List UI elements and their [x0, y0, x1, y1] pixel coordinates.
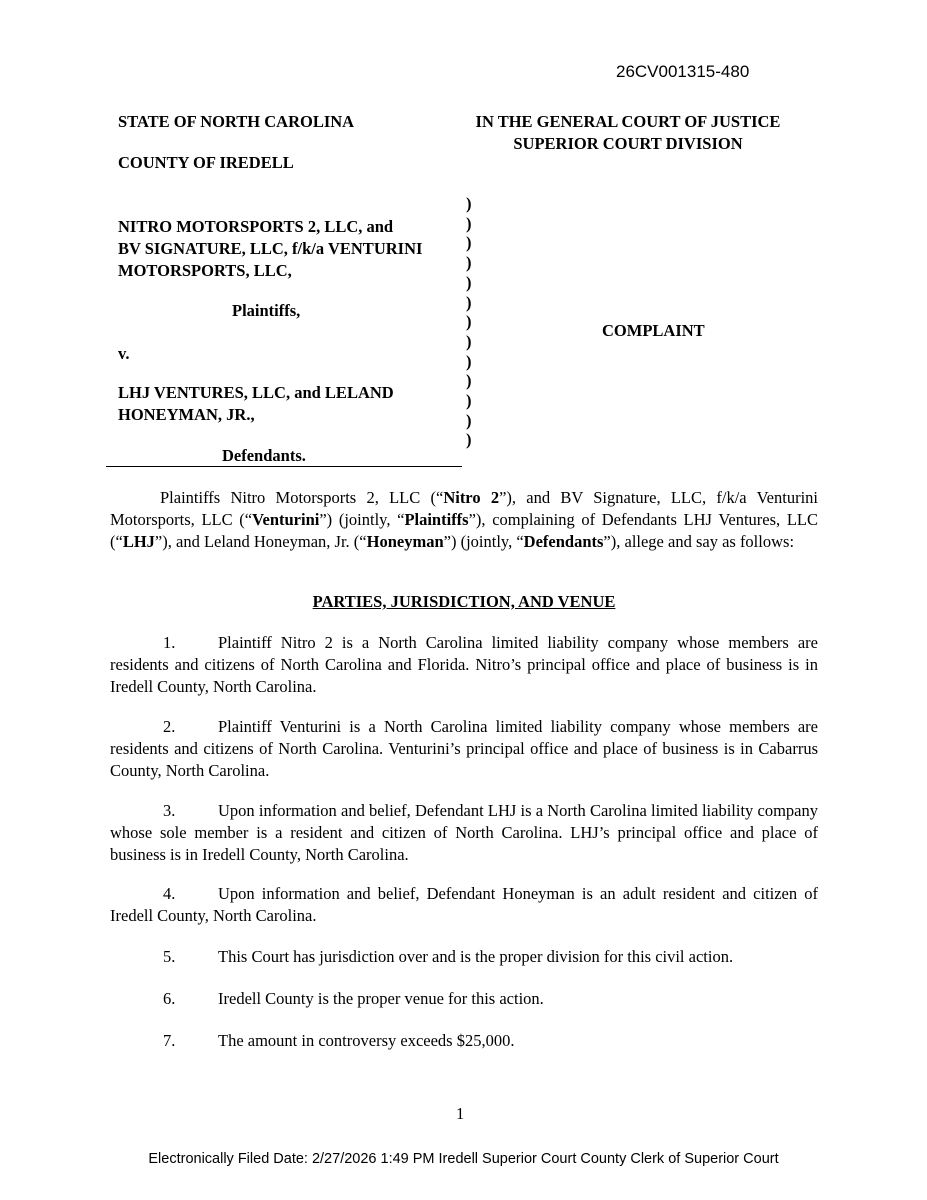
paragraph-number: 3. [163, 801, 176, 820]
caption-court [470, 111, 786, 155]
paragraph-number: 5. [163, 947, 176, 966]
defendants-role: Defendants. [222, 446, 306, 465]
case-number: 26CV001315-480 [616, 62, 750, 81]
intro-text: ”), complaining of Defendants LHJ Ventures, LLC (“ [110, 510, 818, 551]
court-line-1: IN THE GENERAL COURT OF JUSTICE [475, 112, 781, 131]
numbered-paragraph [110, 716, 818, 782]
paragraph-number: 1. [163, 633, 176, 652]
plaintiffs-line-1: NITRO MOTORSPORTS 2, LLC, and [118, 217, 394, 236]
defined-term: LHJ [122, 532, 155, 551]
paragraph-text: Plaintiff Venturini is a North Carolina limited liability company whose members are residents and citizens of North Carolina. Venturini’s principal office and place of business is in Cabarrus County, North Carolina. [110, 717, 818, 780]
paragraph-text: This Court has jurisdiction over and is the proper division for this civil action. [218, 947, 734, 966]
paragraph-number: 4. [163, 884, 176, 903]
intro-text: ”), and BV Signature, LLC, f/k/a Venturini Motorsports, LLC (“ [110, 488, 818, 529]
paragraph-number: 7. [163, 1031, 176, 1050]
defendants-line-1: LHJ VENTURES, LLC, and LELAND [118, 383, 394, 402]
paragraph-number: 6. [163, 989, 176, 1008]
paragraph-text: Upon information and belief, Defendant Honeyman is an adult resident and citizen of Iredell County, North Carolina. [110, 884, 818, 925]
plaintiffs-line-2: BV SIGNATURE, LLC, f/k/a VENTURINI [118, 239, 423, 258]
numbered-paragraph [110, 632, 818, 698]
intro-paragraph [110, 487, 818, 553]
numbered-paragraph [110, 800, 818, 866]
plaintiffs-names [118, 216, 422, 282]
defined-term: Plaintiffs [404, 510, 469, 529]
defendants-line-2: HONEYMAN, JR., [118, 405, 255, 424]
intro-text: ”) (jointly, “ [443, 532, 524, 551]
caption-state: STATE OF NORTH CAROLINA [118, 112, 355, 131]
paragraph-text: Upon information and belief, Defendant LHJ is a North Carolina limited liability company whose sole member is a resident and citizen of North Carolina. LHJ’s principal office and place of business is in Iredell County, North Carolina. [110, 801, 818, 864]
numbered-paragraph [110, 946, 818, 968]
paragraph-text: Iredell County is the proper venue for this action. [218, 989, 544, 1008]
caption-parentheses: ) ) ) ) ) ) ) ) ) ) ) ) ) [466, 194, 472, 450]
caption-divider [106, 466, 462, 467]
defined-term: Nitro 2 [443, 488, 500, 507]
paragraph-text: Plaintiff Nitro 2 is a North Carolina limited liability company whose members are residents and citizens of North Carolina and Florida. Nitro’s principal office and place of business is in Iredell County, North Carolina. [110, 633, 818, 696]
document-title: COMPLAINT [602, 321, 705, 340]
plaintiffs-role: Plaintiffs, [232, 301, 301, 320]
plaintiffs-line-3: MOTORSPORTS, LLC, [118, 261, 292, 280]
intro-text: ”) (jointly, “ [319, 510, 405, 529]
section-heading: PARTIES, JURISDICTION, AND VENUE [312, 592, 616, 611]
defendants-names [118, 382, 394, 426]
defined-term: Honeyman [366, 532, 444, 551]
paragraph-text: The amount in controversy exceeds $25,000. [218, 1031, 515, 1050]
paragraph-number: 2. [163, 717, 176, 736]
numbered-paragraph [110, 883, 818, 927]
numbered-paragraph [110, 1030, 818, 1052]
defined-term: Defendants [523, 532, 604, 551]
intro-text: Plaintiffs Nitro Motorsports 2, LLC (“ [160, 488, 444, 507]
intro-text: ”), and Leland Honeyman, Jr. (“ [154, 532, 367, 551]
intro-text: ”), allege and say as follows: [603, 532, 795, 551]
numbered-paragraph [110, 988, 818, 1010]
filing-footer: Electronically Filed Date: 2/27/2026 1:49 PM Iredell Superior Court County Clerk of Superior Court [148, 1151, 779, 1167]
court-line-2: SUPERIOR COURT DIVISION [513, 134, 743, 153]
defined-term: Venturini [252, 510, 320, 529]
versus: v. [118, 344, 130, 363]
caption-county: COUNTY OF IREDELL [118, 153, 294, 172]
page-number: 1 [456, 1104, 465, 1123]
